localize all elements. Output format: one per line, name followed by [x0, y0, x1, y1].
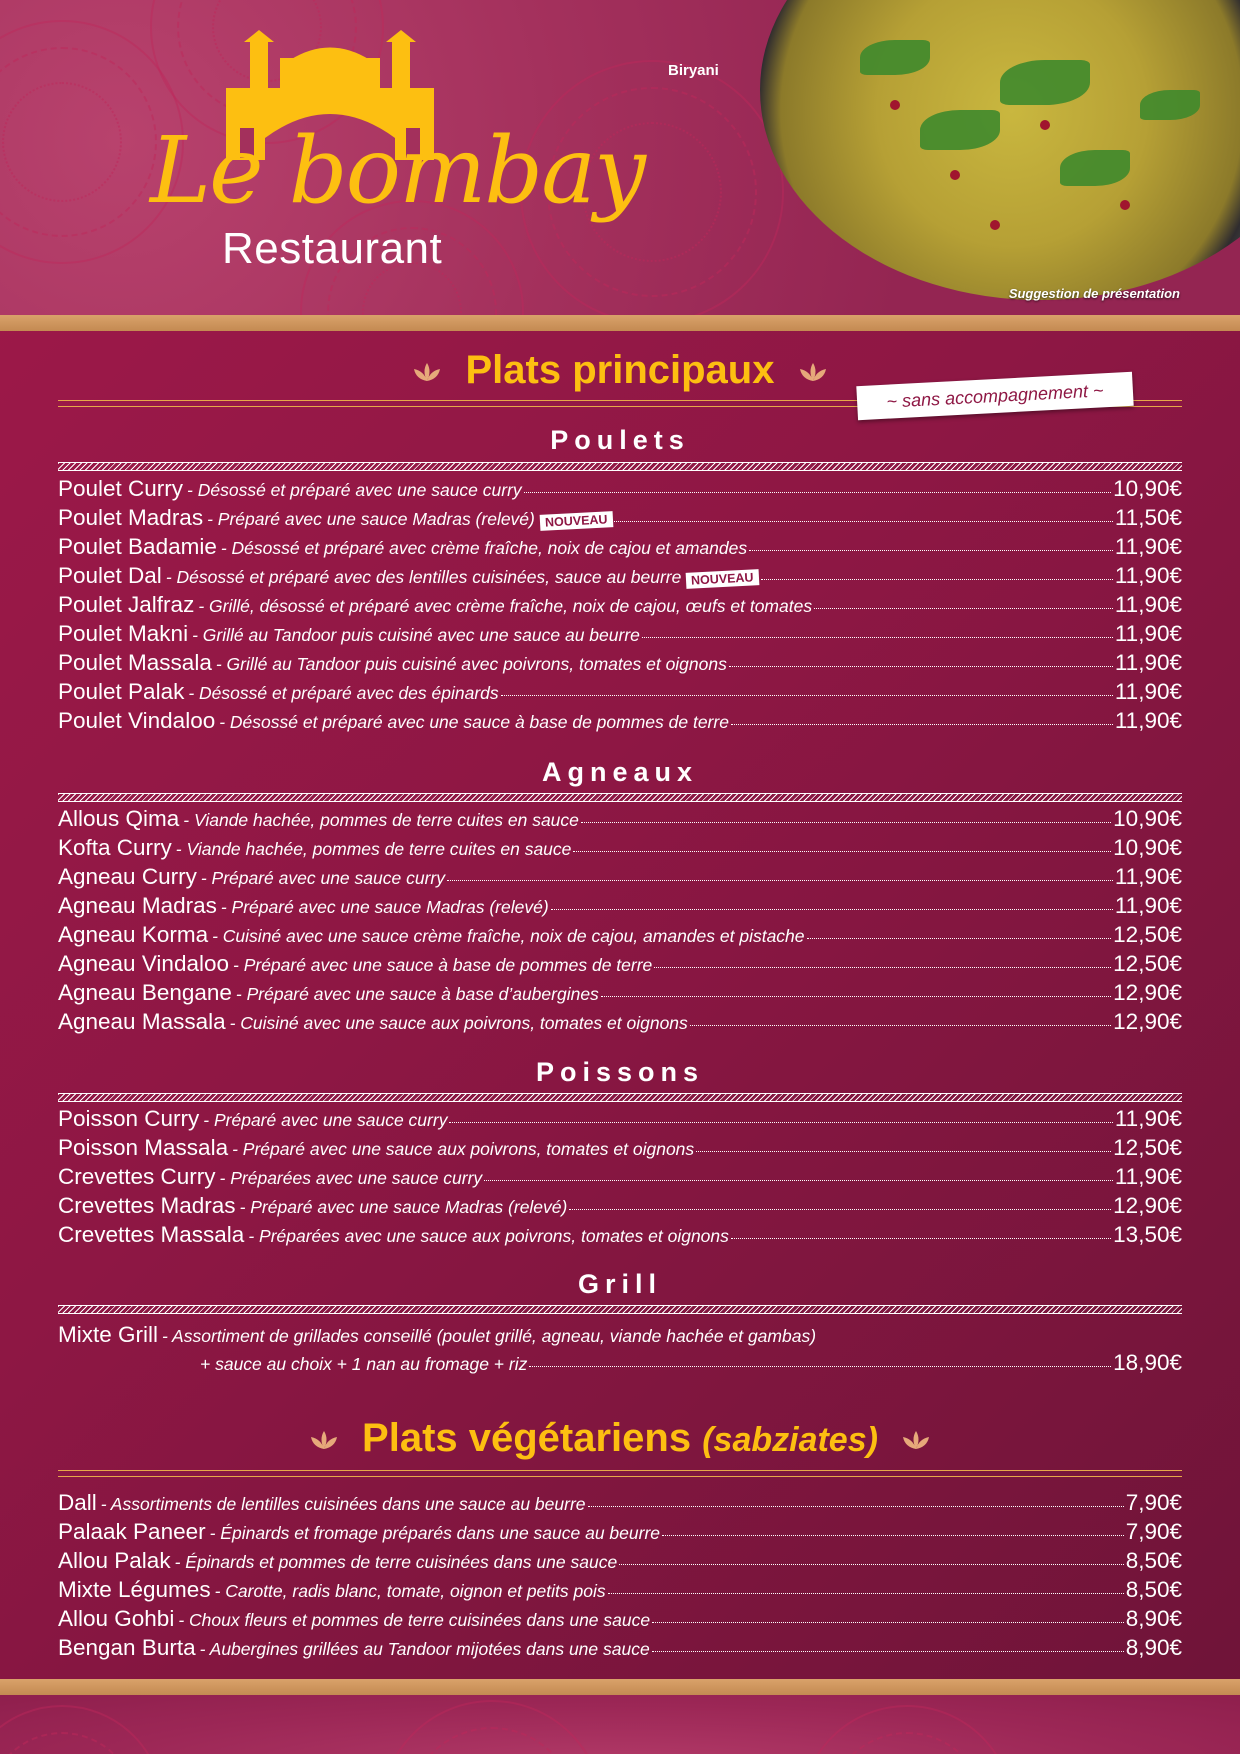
dot-leader [749, 550, 1113, 551]
mandala-ornament [0, 1705, 164, 1754]
menu-item [58, 980, 1182, 1009]
item-name: Palaak Paneer [58, 1519, 206, 1544]
item-desc: - Assortiment de grillades conseillé (poulet grillé, agneau, viande hachée et gambas) [162, 1326, 817, 1346]
dot-leader [814, 608, 1113, 609]
dot-leader [619, 1564, 1124, 1565]
dot-leader [581, 822, 1111, 823]
item-price: 11,50€ [1114, 505, 1182, 530]
menu-item [58, 1490, 1182, 1519]
nouveau-badge: NOUVEAU [686, 569, 759, 589]
mandala-ornament [380, 1700, 604, 1754]
item-price: 11,90€ [1114, 1106, 1182, 1131]
item-name: Poulet Badamie [58, 534, 217, 559]
item-price: 11,90€ [1114, 563, 1182, 588]
dot-leader [652, 1651, 1124, 1652]
item-name: Agneau Vindaloo [58, 951, 229, 976]
logo-script-text: Le bombay [150, 117, 645, 224]
item-name: Poulet Dal [58, 563, 162, 588]
item-desc: - Désossé et préparé avec une sauce curry [187, 480, 522, 500]
dot-leader [569, 1209, 1111, 1210]
item-price: 12,90€ [1113, 980, 1182, 1005]
herb-shape [920, 110, 1000, 150]
item-desc: + sauce au choix + 1 nan au fromage + riz [200, 1354, 528, 1374]
dot-leader [447, 880, 1113, 881]
item-desc: - Cuisiné avec une sauce crème fraîche, noix de cajou, amandes et pistache [212, 926, 805, 946]
pomegranate-shape [1120, 200, 1130, 210]
menu-item [58, 893, 1182, 922]
vege-section-subtitle: (sabziates) [702, 1421, 878, 1459]
item-desc: - Épinards et fromage préparés dans une sauce au beurre [209, 1523, 661, 1543]
hatched-divider [58, 1093, 1182, 1102]
dot-leader [696, 1151, 1111, 1152]
dot-leader [807, 938, 1112, 939]
menu-item [58, 650, 1182, 679]
dot-leader [731, 1238, 1111, 1239]
item-desc: - Carotte, radis blanc, tomate, oignon et petits pois [214, 1581, 606, 1601]
menu-item [58, 1322, 1182, 1351]
item-desc: - Désossé et préparé avec des lentilles cuisinées, sauce au beurre [165, 567, 682, 587]
menu-item [58, 1519, 1182, 1548]
dot-leader [690, 1025, 1111, 1026]
dot-leader [731, 724, 1113, 725]
item-price: 8,90€ [1125, 1606, 1182, 1631]
lotus-icon [899, 1429, 933, 1451]
dot-leader [601, 996, 1111, 997]
dot-leader [588, 1506, 1124, 1507]
menu-item [58, 592, 1182, 621]
menu-item [58, 621, 1182, 650]
menu-item [58, 679, 1182, 708]
lotus-icon [410, 361, 444, 383]
top-band [0, 315, 1240, 331]
item-price: 11,90€ [1114, 592, 1182, 617]
item-desc: - Choux fleurs et pommes de terre cuisinées dans une sauce [178, 1610, 651, 1630]
item-name: Poulet Vindaloo [58, 708, 216, 733]
item-price: 11,90€ [1114, 708, 1182, 733]
item-desc: - Préparées avec une sauce curry [219, 1168, 483, 1188]
menu-item [58, 1222, 1182, 1251]
hatched-divider [58, 793, 1182, 802]
item-price: 7,90€ [1125, 1490, 1182, 1515]
item-name: Bengan Burta [58, 1635, 196, 1660]
item-desc: - Préparé avec une sauce à base d’aubergines [235, 984, 599, 1004]
menu-item [58, 806, 1182, 835]
item-name: Allous Qima [58, 806, 180, 831]
item-desc: - Grillé au Tandoor puis cuisiné avec poivrons, tomates et oignons [215, 654, 727, 674]
menu-item [58, 1106, 1182, 1135]
dot-leader [761, 579, 1113, 580]
item-desc: - Préparé avec une sauce Madras (relevé) [207, 509, 535, 529]
hatched-divider [58, 1305, 1182, 1314]
item-name: Crevettes Curry [58, 1164, 216, 1189]
pomegranate-shape [990, 220, 1000, 230]
item-name: Agneau Bengane [58, 980, 232, 1005]
menu-item [58, 1193, 1182, 1222]
herb-shape [1140, 90, 1200, 120]
herb-shape [860, 40, 930, 75]
item-price: 12,50€ [1113, 951, 1182, 976]
item-price: 10,90€ [1113, 476, 1182, 501]
item-name: Dall [58, 1490, 97, 1515]
dot-leader [524, 492, 1112, 493]
menu-item-continuation [58, 1350, 1182, 1379]
item-name: Poulet Madras [58, 505, 204, 530]
item-name: Poulet Massala [58, 650, 212, 675]
menu-item [58, 1135, 1182, 1164]
photo-label: Biryani [668, 62, 719, 79]
section-title-poulets: Poulets [550, 425, 690, 455]
menu-item [58, 534, 1182, 563]
item-name: Poulet Curry [58, 476, 184, 501]
menu-item [58, 1577, 1182, 1606]
dot-leader [614, 521, 1112, 522]
item-price: 8,50€ [1125, 1577, 1182, 1602]
item-name: Crevettes Madras [58, 1193, 236, 1218]
logo-subtitle: Restaurant [222, 224, 443, 273]
item-desc: - Grillé, désossé et préparé avec crème fraîche, noix de cajou, œufs et tomates [198, 596, 813, 616]
dot-leader [501, 695, 1113, 696]
menu-item [58, 563, 1182, 592]
menu-item [58, 505, 1182, 534]
item-name: Kofta Curry [58, 835, 172, 860]
item-desc: - Désossé et préparé avec crème fraîche, noix de cajou et amandes [220, 538, 748, 558]
item-desc: - Viande hachée, pommes de terre cuites en sauce [183, 810, 579, 830]
item-desc: - Épinards et pommes de terre cuisinées dans une sauce [174, 1552, 618, 1572]
item-name: Agneau Massala [58, 1009, 226, 1034]
hatched-divider [58, 462, 1182, 471]
item-desc: - Assortiments de lentilles cuisinées dans une sauce au beurre [100, 1494, 586, 1514]
sans-accompagnement-tag: ~ sans accompagnement ~ [856, 372, 1133, 420]
vege-section-title [0, 1418, 1240, 1458]
item-price: 12,90€ [1113, 1009, 1182, 1034]
item-price: 7,90€ [1125, 1519, 1182, 1544]
dot-leader [642, 637, 1113, 638]
item-name: Allou Gohbi [58, 1606, 175, 1631]
item-desc: - Cuisiné avec une sauce aux poivrons, tomates et oignons [229, 1013, 688, 1033]
section-title-poissons: Poissons [535, 1057, 705, 1087]
item-desc: - Préparé avec une sauce Madras (relevé) [239, 1197, 568, 1217]
photo-caption: Suggestion de présentation [1008, 286, 1180, 301]
item-price: 10,90€ [1113, 806, 1182, 831]
item-desc: - Préparé avec une sauce curry [200, 868, 445, 888]
item-name: Poisson Massala [58, 1135, 229, 1160]
menu-item [58, 922, 1182, 951]
menu-item [58, 476, 1182, 505]
item-price: 11,90€ [1114, 679, 1182, 704]
item-name: Mixte Grill [58, 1322, 158, 1347]
item-desc: - Préparé avec une sauce Madras (relevé) [220, 897, 549, 917]
item-name: Poulet Makni [58, 621, 189, 646]
item-price: 12,90€ [1113, 1193, 1182, 1218]
section-title-grill: Grill [577, 1269, 662, 1299]
item-desc: - Désossé et préparé avec une sauce à base de pommes de terre [219, 712, 729, 732]
item-name: Allou Palak [58, 1548, 171, 1573]
menu-item [58, 1548, 1182, 1577]
item-desc: - Désossé et préparé avec des épinards [188, 683, 499, 703]
item-price: 18,90€ [1113, 1350, 1182, 1375]
item-name: Mixte Légumes [58, 1577, 211, 1602]
menu-item [58, 951, 1182, 980]
item-desc: - Préparé avec une sauce à base de pommes de terre [233, 955, 653, 975]
pomegranate-shape [950, 170, 960, 180]
main-section-title-text: Plats principaux [465, 348, 775, 392]
item-price: 11,90€ [1114, 893, 1182, 918]
item-price: 12,50€ [1113, 922, 1182, 947]
header [0, 0, 1240, 315]
menu-item [58, 1009, 1182, 1038]
item-name: Poulet Jalfraz [58, 592, 195, 617]
dot-leader [652, 1622, 1124, 1623]
item-name: Agneau Korma [58, 922, 209, 947]
item-desc: - Préparé avec une sauce curry [203, 1110, 448, 1130]
item-price: 11,90€ [1114, 1164, 1182, 1189]
item-price: 11,90€ [1114, 650, 1182, 675]
lotus-icon [307, 1429, 341, 1451]
item-name: Crevettes Massala [58, 1222, 245, 1247]
menu-item [58, 864, 1182, 893]
gold-divider [58, 1470, 1182, 1477]
herb-shape [1000, 60, 1090, 105]
dot-leader [608, 1593, 1124, 1594]
biryani-photo [740, 0, 1240, 315]
vege-section-title-text: Plats végétariens [362, 1416, 692, 1460]
bottom-band [0, 1679, 1240, 1695]
pomegranate-shape [1040, 120, 1050, 130]
item-desc: - Grillé au Tandoor puis cuisiné avec une sauce au beurre [192, 625, 640, 645]
item-price: 10,90€ [1113, 835, 1182, 860]
nouveau-badge: NOUVEAU [540, 511, 613, 531]
item-name: Agneau Madras [58, 893, 217, 918]
pomegranate-shape [890, 100, 900, 110]
lotus-icon [796, 361, 830, 383]
item-desc: - Aubergines grillées au Tandoor mijotées dans une sauce [199, 1639, 650, 1659]
dot-leader [551, 909, 1113, 910]
menu-item [58, 708, 1182, 737]
dot-leader [449, 1122, 1112, 1123]
dot-leader [662, 1535, 1124, 1536]
item-price: 8,50€ [1125, 1548, 1182, 1573]
item-price: 12,50€ [1113, 1135, 1182, 1160]
menu-item [58, 1164, 1182, 1193]
menu-item [58, 1635, 1182, 1664]
item-price: 13,50€ [1113, 1222, 1182, 1247]
dot-leader [484, 1180, 1113, 1181]
item-price: 11,90€ [1114, 621, 1182, 646]
section-title-agneaux: Agneaux [541, 757, 699, 787]
menu-item [58, 835, 1182, 864]
mandala-ornament [800, 1705, 1014, 1754]
item-desc: - Préparées avec une sauce aux poivrons, tomates et oignons [248, 1226, 729, 1246]
dot-leader [573, 851, 1111, 852]
item-name: Poulet Palak [58, 679, 185, 704]
item-desc: - Préparé avec une sauce aux poivrons, tomates et oignons [232, 1139, 695, 1159]
item-name: Agneau Curry [58, 864, 197, 889]
dot-leader [654, 967, 1111, 968]
herb-shape [1060, 150, 1130, 186]
item-price: 11,90€ [1114, 864, 1182, 889]
footer-ornament [0, 1695, 1240, 1754]
menu-item [58, 1606, 1182, 1635]
dot-leader [729, 666, 1113, 667]
bowl-shape [760, 0, 1240, 300]
dot-leader [529, 1366, 1111, 1367]
item-price: 11,90€ [1114, 534, 1182, 559]
item-name: Poisson Curry [58, 1106, 200, 1131]
item-desc: - Viande hachée, pommes de terre cuites en sauce [175, 839, 572, 859]
item-price: 8,90€ [1125, 1635, 1182, 1660]
